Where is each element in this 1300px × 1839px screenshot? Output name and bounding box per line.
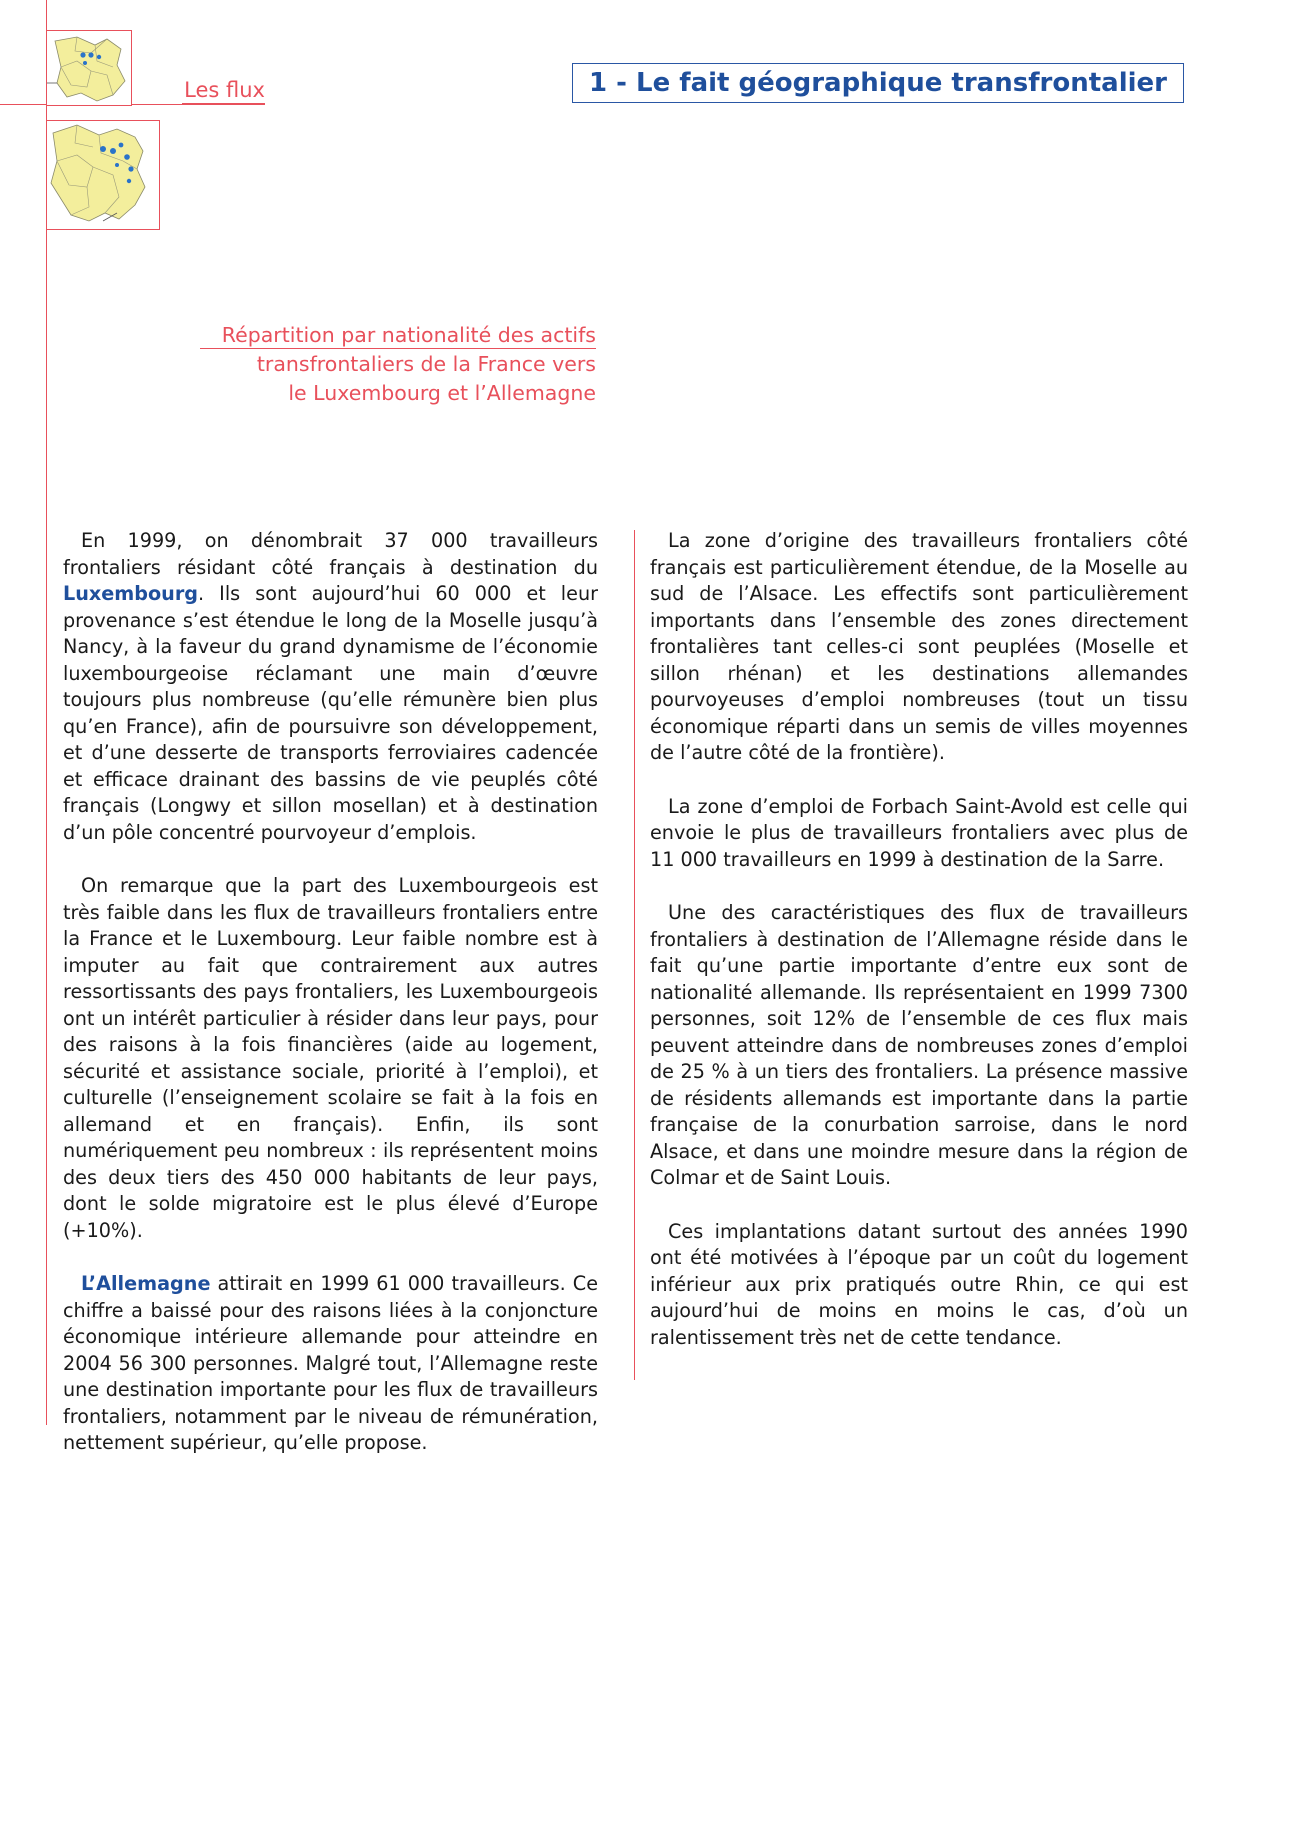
chapter-title: 1 - Le fait géographique transfrontalier [572, 63, 1184, 103]
subtitle-rule [200, 348, 596, 349]
paragraph: Une des caractéristiques des flux de travailleurs frontaliers à destination de l’Allemagne réside dans le fait qu’une partie importante d’entre eux sont de nationalité allemande. Ils représentaient en 1999 7300 personnes, soit 12% de l’ensemble de ces flux mais peuvent atteindre dans de nombreuses zones d’emploi de 25 % à un tiers des frontaliers. La présence massive de résidents allemands est importante dans la partie française de la conurbation sarroise, dans le nord Alsace, et dans une moindre mesure dans la région de Colmar et de Saint Louis. [650, 901, 1188, 1189]
paragraph-text: attirait en 1999 61 000 travailleurs. Ce chiffre a baissé pour des raisons liées à la conjoncture économique intérieure allemande pour atteindre en 2004 56 300 personnes. Malgré tout, l’Allemagne reste une destination importante pour les flux de travailleurs frontaliers, notamment par le niveau de rémunération, nettement supérieur, qu’elle propose. [63, 1272, 598, 1454]
right-column [650, 528, 1188, 1378]
subtitle-line: transfrontaliers de la France vers [256, 352, 596, 376]
thumbnail-map-large [46, 120, 160, 230]
keyword-luxembourg: Luxembourg [63, 582, 199, 605]
figure-subtitle [170, 321, 596, 408]
subtitle-line: Répartition par nationalité des actifs [221, 323, 596, 347]
section-label-underline [182, 103, 265, 105]
region-map-icon [47, 31, 131, 105]
paragraph-text: En 1999, on dénombrait 37 000 travailleurs frontaliers résidant côté français à destination du [63, 529, 598, 579]
paragraph: Ces implantations datant surtout des années 1990 ont été motivées à l’époque par un coût du logement inférieur aux prix pratiqués outre Rhin, ce qui est aujourd’hui de moins en moins le cas, d’où un ralentissement très net de cette tendance. [650, 1219, 1188, 1349]
paragraph-text: . Ils sont aujourd’hui 60 000 et leur provenance s’est étendue le long de la Moselle jusqu’à Nancy, à la faveur du grand dynamisme de l’économie luxembourgeoise réclamant une main d’œuvre toujours plus nombreuse (qu’elle rémunère bien plus qu’en France), afin de poursuivre son développement, et d’une desserte de transports ferroviaires cadencée et efficace drainant des bassins de vie peuplés côté français (Longwy et sillon mosellan) et à destination d’un pôle concentré pourvoyeur d’emplois. [63, 582, 598, 844]
paragraph: La zone d’origine des travailleurs frontaliers côté français est particulièrement étendue, de la Moselle au sud de l’Alsace. Les effectifs sont particulièrement importants dans l’ensemble des zones directement frontalières tant celles-ci sont peuplées (Moselle et sillon rhénan) et les destinations allemandes pourvoyeuses d’emploi nombreuses (tout un tissu économique réparti dans un semis de villes moyennes de l’autre côté de la frontière). [650, 529, 1188, 764]
column-divider [634, 530, 635, 1380]
section-label: Les flux [184, 78, 265, 102]
left-column [63, 528, 598, 1484]
subtitle-line: le Luxembourg et l’Allemagne [288, 381, 596, 405]
region-map-icon [47, 121, 159, 229]
paragraph [63, 528, 598, 846]
paragraph: On remarque que la part des Luxembourgeois est très faible dans les flux de travailleurs frontaliers entre la France et le Luxembourg. Leur faible nombre est à imputer au fait que contrairement aux autres ressortissants des pays frontaliers, les Luxembourgeois ont un intérêt particulier à résider dans leur pays, pour des raisons à la fois financières (aide au logement, sécurité et assistance sociale, priorité à l’emploi), et culturelle (l’enseignement scolaire se fait à la fois en allemand et en français). Enfin, ils sont numériquement peu nombreux : ils représentent moins des deux tiers des 450 000 habitants de leur pays, dont le solde migratoire est le plus élevé d’Europe (+10%). [63, 874, 598, 1242]
keyword-allemagne: L’Allemagne [81, 1272, 211, 1295]
thumbnail-map-small [46, 30, 132, 106]
paragraph [63, 1271, 598, 1457]
paragraph: La zone d’emploi de Forbach Saint-Avold est celle qui envoie le plus de travailleurs frontaliers avec plus de 11 000 travailleurs en 1999 à destination de la Sarre. [650, 794, 1188, 871]
